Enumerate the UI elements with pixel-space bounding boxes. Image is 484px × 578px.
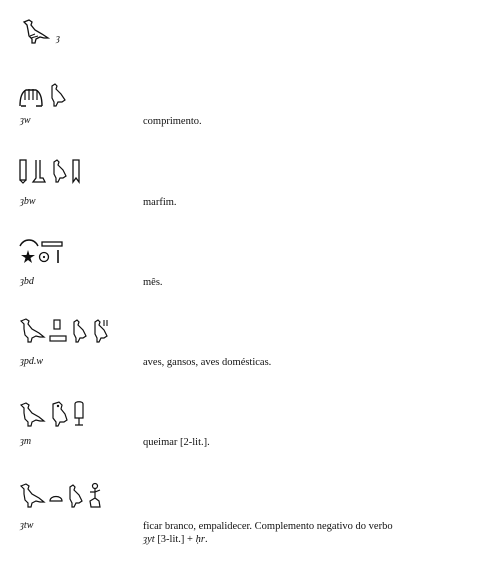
entry-6-meaning-period: . <box>204 534 208 545</box>
vulture-glyph-icon <box>18 481 46 509</box>
header-translit: ȝ <box>56 33 60 44</box>
bird-glyph-icon <box>70 316 88 344</box>
bird-glyph-icon <box>66 481 84 509</box>
entry-6-meaning-verb-class: [3-lit.] + <box>154 534 196 545</box>
entry-1-translit: ȝw <box>20 115 31 126</box>
entry-2-meaning: marfim. <box>143 197 177 208</box>
entry-6-meaning <box>143 520 473 546</box>
seated-man-determinative-icon <box>87 481 103 509</box>
entry-4-hieroglyphs <box>18 312 109 344</box>
plural-bird-glyph-icon <box>91 316 109 344</box>
brazier-determinative-icon <box>72 400 86 428</box>
entry-6-meaning-prep: ḥr <box>195 534 205 545</box>
entry-3-meaning: mês. <box>143 277 163 288</box>
entry-6-hieroglyphs <box>18 477 103 509</box>
entry-2-hieroglyphs <box>18 152 81 184</box>
vulture-glyph-icon <box>18 400 46 428</box>
entry-6-translit: ȝtw <box>20 520 34 531</box>
entry-1-meaning: comprimento. <box>143 116 202 127</box>
entry-3-translit: ȝbd <box>20 276 34 287</box>
vulture-glyph-icon <box>18 316 46 344</box>
entry-5-translit: ȝm <box>20 436 32 447</box>
loaf-glyph-icon <box>49 481 63 509</box>
bird-glyph-icon <box>47 82 67 108</box>
tooth-determinative-icon <box>71 158 81 184</box>
entry-5-meaning: queimar [2-lit.]. <box>143 437 210 448</box>
header-sign <box>20 14 60 46</box>
tusk-glyph-icon <box>18 158 28 184</box>
entry-1-hieroglyphs <box>18 76 67 108</box>
column-glyph-icon <box>18 84 44 108</box>
moon-star-glyph-icon <box>18 236 64 264</box>
entry-6-meaning-line1: ficar branco, empalidecer. Complemento negativo do verbo <box>143 521 393 532</box>
bird-glyph-icon <box>50 158 68 184</box>
entry-3-hieroglyphs <box>18 232 64 264</box>
foot-glyph-icon <box>31 158 47 184</box>
entry-4-meaning: aves, gansos, aves domésticas. <box>143 357 272 368</box>
vulture-glyph-icon <box>20 16 50 46</box>
entry-2-translit: ȝbw <box>20 196 36 207</box>
owl-glyph-icon <box>49 400 69 428</box>
entry-6-meaning-verb: ȝyt <box>143 534 155 545</box>
entry-5-hieroglyphs <box>18 396 86 428</box>
entry-4-translit: ȝpd.w <box>20 356 44 367</box>
mat-glyph-icon <box>49 316 67 344</box>
